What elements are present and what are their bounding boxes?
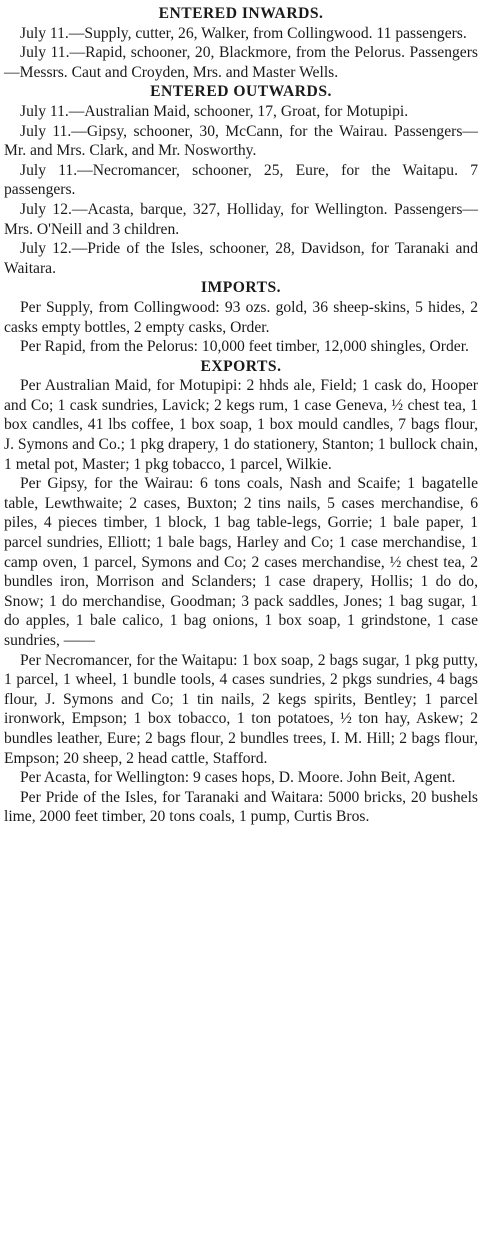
shipping-entry: July 12.—Pride of the Isles, schooner, 28, Davidson, for Taranaki and Waitara.: [4, 240, 478, 277]
cargo-entry: Per Supply, from Collingwood: 93 ozs. gold, 36 sheep-skins, 5 hides, 2 casks empty bottles, 2 empty casks, Order.: [4, 298, 478, 336]
shipping-entry: July 11.—Rapid, schooner, 20, Blackmore, from the Pelorus. Passengers—Messrs. Caut and Croyden, Mrs. and Master Wells.: [4, 44, 478, 81]
section-entered-inwards: [4, 4, 478, 82]
cargo-entry: Per Australian Maid, for Motupipi: 2 hhds ale, Field; 1 cask do, Hooper and Co; 1 cask sundries, Lavick; 2 kegs rum, 1 case Geneva, ½ chest tea, 1 box candles, 41 lbs coffee, 1 box soap, 1 box mould candles, 7 bags flour, J. Symons and Co.; 1 pkg drapery, 1 do stationery, Stanton; 1 bullock chain, 1 metal pot, Master; 1 pkg tobacco, 1 parcel, Wilkie.: [4, 377, 478, 473]
section-entered-outwards: [4, 82, 478, 278]
section-heading: ENTERED INWARDS.: [158, 5, 324, 22]
section-heading: ENTERED OUTWARDS.: [150, 83, 332, 101]
section-imports: [4, 278, 478, 356]
section-heading: EXPORTS.: [200, 357, 282, 375]
shipping-entry: July 12.—Acasta, barque, 327, Holliday, for Wellington. Passengers—Mrs. O'Neill and 3 children.: [4, 200, 478, 238]
shipping-entry: July 11.—Supply, cutter, 26, Walker, from Collingwood. 11 passengers.: [20, 24, 467, 42]
cargo-entry: Per Gipsy, for the Wairau: 6 tons coals, Nash and Scaife; 1 bagatelle table, Lewthwaite; 2 cases, Buxton; 2 tins nails, 5 cases merchandise, 6 piles, 4 pieces timber, 1 block, 1 bag table-legs, Gorrie; 1 bale paper, 1 parcel sundries, Elliott; 1 bale bags, Harley and Co; 1 case merchandise, 1 camp oven, 1 parcel, Symons and Co; 2 cases merchandise, ½ chest tea, 2 bundles iron, Morrison and Sclanders; 1 case drapery, Hollis; 1 do do, Snow; 1 do merchandise, Goodman; 3 pack saddles, Jones; 1 bag sugar, 1 do apples, 1 bale calico, 1 bag onions, 1 box soap, 1 grindstone, 1 case sundries, ——: [4, 475, 478, 649]
shipping-entry: July 11.—Necromancer, schooner, 25, Eure, for the Waitapu. 7 passengers.: [4, 161, 478, 199]
cargo-entry: Per Rapid, from the Pelorus: 10,000 feet timber, 12,000 shingles, Order.: [20, 338, 469, 356]
shipping-entry: July 11.—Gipsy, schooner, 30, McCann, for the Wairau. Passengers—Mr. and Mrs. Clark, and Mr. Nosworthy.: [4, 122, 478, 160]
section-exports: [4, 357, 478, 827]
newspaper-column: [0, 4, 480, 827]
section-heading: IMPORTS.: [200, 279, 282, 297]
cargo-entry: Per Pride of the Isles, for Taranaki and Waitara: 5000 bricks, 20 bushels lime, 2000 feet timber, 20 tons coals, 1 pump, Curtis Bros.: [4, 788, 478, 826]
cargo-entry: Per Necromancer, for the Waitapu: 1 box soap, 2 bags sugar, 1 pkg putty, 1 parcel, 1 wheel, 1 bundle tools, 4 cases sundries, 2 pkgs sundries, 4 bags flour, J. Symons and Co; 1 tin nails, 2 kegs spirits, Bentley; 1 parcel ironwork, Empson; 1 box tobacco, 1 ton potatoes, ½ ton hay, Askew; 2 bundles leather, Eure; 2 bags flour, 2 bundles trees, I. M. Hill; 2 bags flour, Empson; 20 sheep, 2 head cattle, Stafford.: [4, 651, 478, 767]
cargo-entry: Per Acasta, for Wellington: 9 cases hops, D. Moore. John Beit, Agent.: [20, 769, 456, 787]
shipping-entry: July 11.—Australian Maid, schooner, 17, Groat, for Motupipi.: [20, 102, 409, 120]
